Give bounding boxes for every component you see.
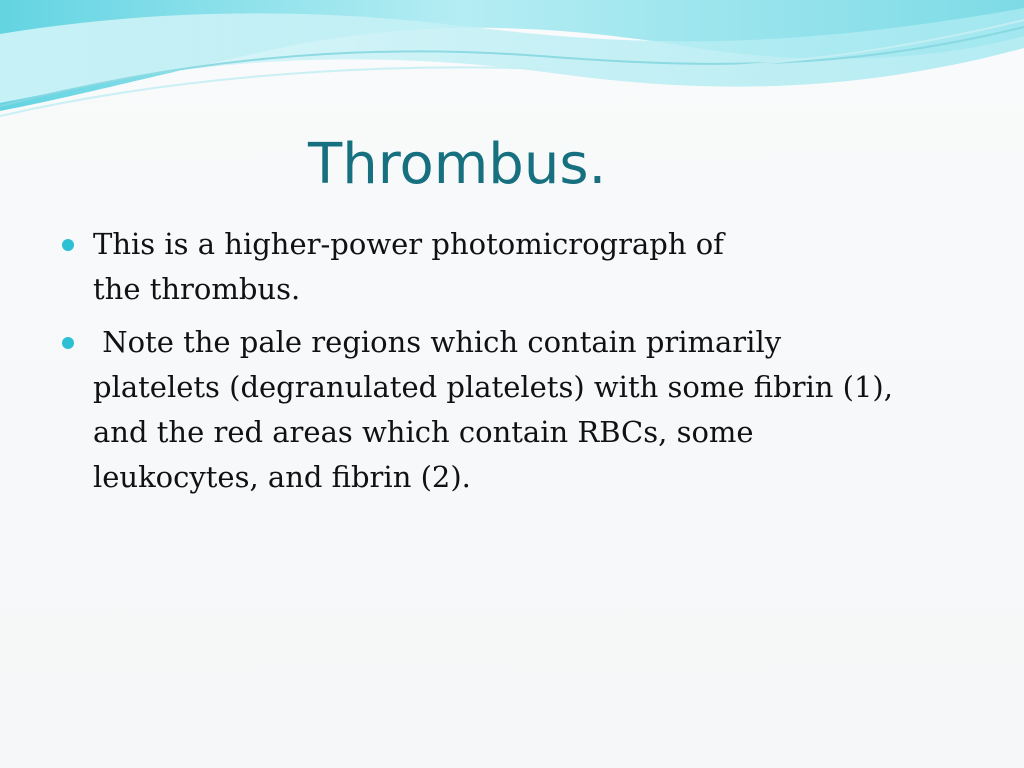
bullet-dot-icon <box>62 337 74 349</box>
decorative-wave-header <box>0 0 1024 130</box>
bullet-text-2: Note the pale regions which contain primarily platelets (degranulated platelets) with some fibrin (1), and the red areas which contain RBCs, some leukocytes, and fibrin (2). <box>93 325 893 494</box>
slide-title: Thrombus. <box>308 132 607 197</box>
bullet-dot-icon <box>62 239 74 251</box>
bullet-item-1 <box>62 222 962 312</box>
bullet-text-1: This is a higher-power photomicrograph of the thrombus. <box>93 227 724 306</box>
bullet-item-2 <box>62 320 962 500</box>
bullet-list <box>62 222 962 508</box>
